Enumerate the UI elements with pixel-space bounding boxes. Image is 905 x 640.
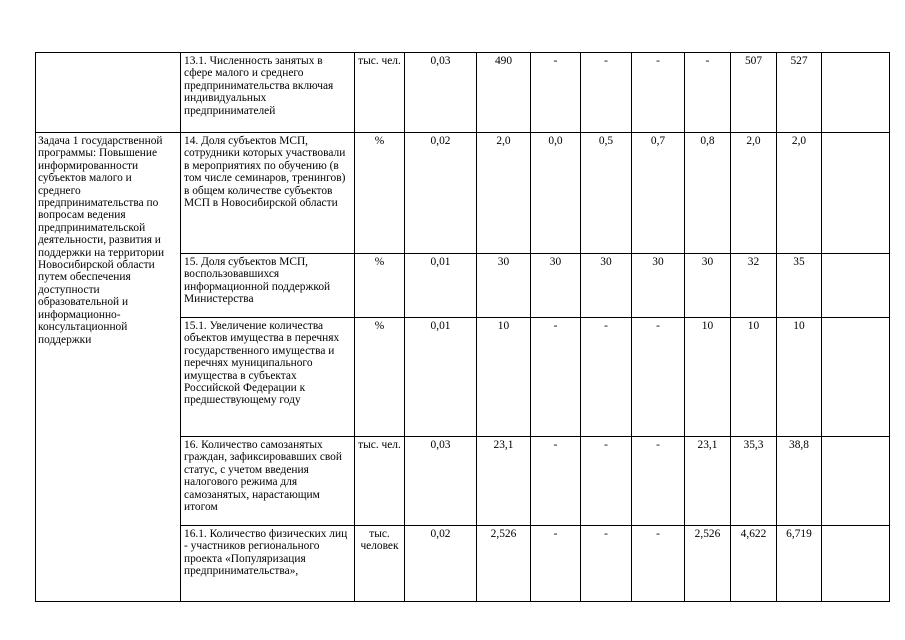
weight-cell: 0,03 — [405, 53, 477, 133]
year-value-cell: 4,622 — [731, 526, 777, 602]
unit-cell: тыс. чел. — [355, 437, 405, 526]
year-value-cell: - — [685, 53, 731, 133]
note-cell — [822, 318, 890, 437]
year-value-cell: - — [531, 318, 581, 437]
year-value-cell: 507 — [731, 53, 777, 133]
base-value-cell: 10 — [477, 318, 531, 437]
year-value-cell: 35 — [777, 254, 822, 318]
year-value-cell: - — [531, 53, 581, 133]
weight-cell: 0,01 — [405, 318, 477, 437]
table-row — [36, 53, 890, 133]
year-value-cell: - — [632, 53, 685, 133]
unit-cell: % — [355, 254, 405, 318]
year-value-cell: - — [581, 318, 632, 437]
base-value-cell: 490 — [477, 53, 531, 133]
year-value-cell: 2,0 — [731, 133, 777, 254]
year-value-cell: 38,8 — [777, 437, 822, 526]
indicator-name-cell: 16. Количество самозанятых граждан, зафиксировавших свой статус, с учетом введения налогового режима для самозанятых, нарастающим итогом — [181, 437, 355, 526]
base-value-cell: 30 — [477, 254, 531, 318]
year-value-cell: 32 — [731, 254, 777, 318]
indicator-name-cell: 14. Доля субъектов МСП, сотрудники которых участвовали в мероприятиях по обучению (в том числе семинаров, тренингов) в общем количестве субъектов МСП в Новосибирской области — [181, 133, 355, 254]
base-value-cell: 23,1 — [477, 437, 531, 526]
indicator-name-cell: 15.1. Увеличение количества объектов имущества в перечнях государственного имущества и перечнях муниципального имущества в субъектах Российской Федерации к предшествующему году — [181, 318, 355, 437]
year-value-cell: 0,5 — [581, 133, 632, 254]
year-value-cell: - — [531, 526, 581, 602]
unit-cell: тыс. человек — [355, 526, 405, 602]
year-value-cell: - — [531, 437, 581, 526]
year-value-cell: 2,526 — [685, 526, 731, 602]
unit-cell: тыс. чел. — [355, 53, 405, 133]
task-cell: Задача 1 государственной программы: Повышение информированности субъектов малого и среднего предпринимательства по вопросам ведения предпринимательской деятельности, развития и поддержки на территории Новосибирской области путем обеспечения доступности образовательной и информационно-консультационной поддержки — [36, 133, 181, 602]
unit-cell: % — [355, 318, 405, 437]
year-value-cell: 35,3 — [731, 437, 777, 526]
task-cell-empty — [36, 53, 181, 133]
year-value-cell: 0,0 — [531, 133, 581, 254]
note-cell — [822, 526, 890, 602]
year-value-cell: 2,0 — [777, 133, 822, 254]
year-value-cell: - — [581, 437, 632, 526]
year-value-cell: 527 — [777, 53, 822, 133]
note-cell — [822, 254, 890, 318]
year-value-cell: 30 — [531, 254, 581, 318]
note-cell — [822, 53, 890, 133]
base-value-cell: 2,0 — [477, 133, 531, 254]
weight-cell: 0,02 — [405, 526, 477, 602]
year-value-cell: 30 — [632, 254, 685, 318]
year-value-cell: 30 — [581, 254, 632, 318]
year-value-cell: 10 — [777, 318, 822, 437]
year-value-cell: 10 — [731, 318, 777, 437]
base-value-cell: 2,526 — [477, 526, 531, 602]
year-value-cell: - — [632, 437, 685, 526]
unit-cell: % — [355, 133, 405, 254]
year-value-cell: 10 — [685, 318, 731, 437]
year-value-cell: 0,7 — [632, 133, 685, 254]
weight-cell: 0,02 — [405, 133, 477, 254]
note-cell — [822, 437, 890, 526]
indicator-name-cell: 13.1. Численность занятых в сфере малого и среднего предпринимательства включая индивидуальных предпринимателей — [181, 53, 355, 133]
indicator-name-cell: 15. Доля субъектов МСП, воспользовавшихся информационной поддержкой Министерства — [181, 254, 355, 318]
weight-cell: 0,01 — [405, 254, 477, 318]
year-value-cell: 0,8 — [685, 133, 731, 254]
table-row — [36, 133, 890, 254]
weight-cell: 0,03 — [405, 437, 477, 526]
year-value-cell: - — [581, 526, 632, 602]
year-value-cell: 30 — [685, 254, 731, 318]
indicators-table — [35, 52, 890, 602]
year-value-cell: - — [632, 526, 685, 602]
year-value-cell: - — [632, 318, 685, 437]
note-cell — [822, 133, 890, 254]
indicator-name-cell: 16.1. Количество физических лиц - участников регионального проекта «Популяризация предпринимательства», — [181, 526, 355, 602]
year-value-cell: - — [581, 53, 632, 133]
year-value-cell: 6,719 — [777, 526, 822, 602]
year-value-cell: 23,1 — [685, 437, 731, 526]
